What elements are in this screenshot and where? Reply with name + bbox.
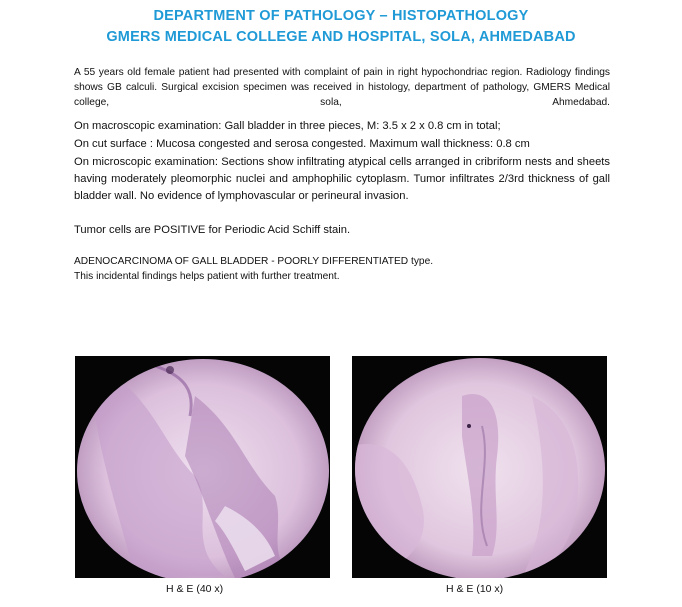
micrograph-10x	[352, 356, 607, 578]
caption-10x: H & E (10 x)	[446, 583, 504, 595]
micrograph-40x	[75, 356, 330, 578]
macroscopic-findings: On macroscopic examination: Gall bladder in three pieces, M: 3.5 x 2 x 0.8 cm in total;	[74, 120, 501, 132]
department-title: DEPARTMENT OF PATHOLOGY – HISTOPATHOLOGY	[153, 8, 529, 24]
incidental-note: This incidental findings helps patient with further treatment.	[74, 271, 340, 282]
microscopic-findings: On microscopic examination: Sections show infiltrating atypical cells arranged in cribriform nests and sheets having moderately pleomorphic nuclei and amphophilic cytoplasm. Tumor infiltrates 2/3rd thickness of gall bladder wall. No evidence of lymphovascular or perineural invasion.	[74, 156, 610, 202]
cut-surface-findings: On cut surface : Mucosa congested and serosa congested. Maximum wall thickness: 0.8 cm	[74, 138, 530, 150]
stain-result: Tumor cells are POSITIVE for Periodic Acid Schiff stain.	[74, 224, 351, 236]
caption-40x: H & E (40 x)	[166, 583, 224, 595]
clinical-history: A 55 years old female patient had presented with complaint of pain in right hypochondriac region. Radiology findings shows GB calculi. Surgical excision specimen was received in histology, department of pathology, GMERS Medical college, sola, Ahmedabad.	[74, 67, 610, 108]
college-title: GMERS MEDICAL COLLEGE AND HOSPITAL, SOLA, AHMEDABAD	[106, 29, 576, 45]
diagnosis: ADENOCARCINOMA OF GALL BLADDER - POORLY DIFFERENTIATED type.	[74, 256, 434, 267]
